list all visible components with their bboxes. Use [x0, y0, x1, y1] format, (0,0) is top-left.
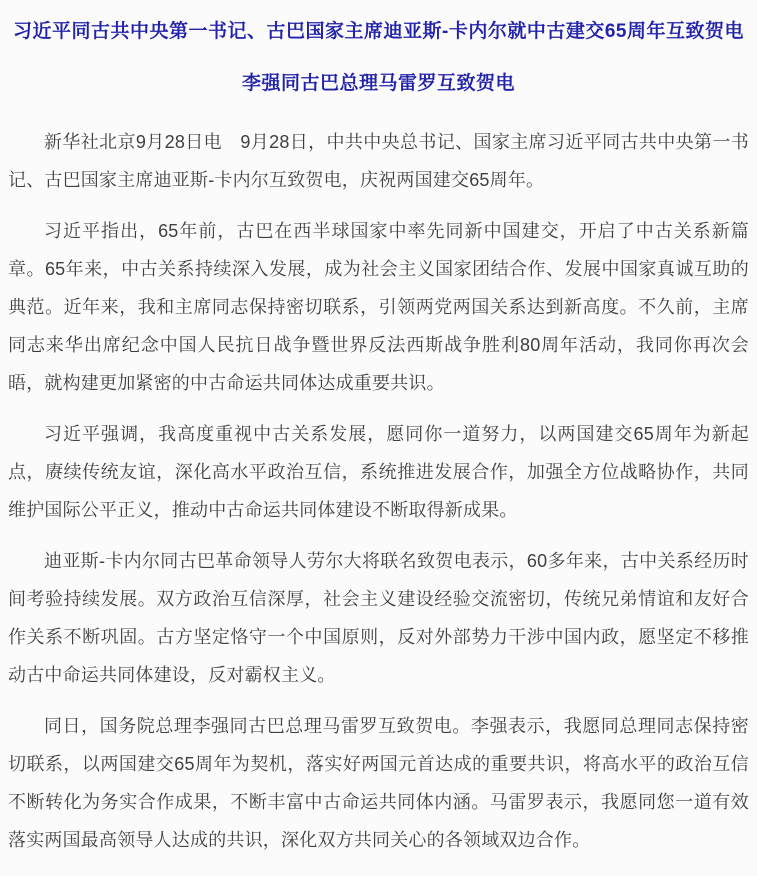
- article-subtitle: 李强同古巴总理马雷罗互致贺电: [241, 73, 515, 94]
- article-title: 习近平同古共中央第一书记、古巴国家主席迪亚斯-卡内尔就中古建交65周年互致贺电: [13, 21, 744, 42]
- article-paragraph: 习近平指出，65年前，古巴在西半球国家中率先同新中国建交，开启了中古关系新篇章。65年来，中古关系持续深入发展，成为社会主义国家团结合作、发展中国家真诚互助的典范。近年来，我和主席同志保持密切联系，引领两党两国关系达到新高度。不久前，主席同志来华出席纪念中国人民抗日战争暨世界反法西斯战争胜利80周年活动，我同你再次会晤，就构建更加紧密的中古命运共同体达成重要共识。: [8, 221, 749, 393]
- article-paragraph-dateline: 新华社北京9月28日电 9月28日，中共中央总书记、国家主席习近平同古共中央第一书记、古巴国家主席迪亚斯-卡内尔互致贺电，庆祝两国建交65周年。: [8, 132, 749, 190]
- article-body: [8, 123, 749, 859]
- article-header: [8, 6, 749, 110]
- article-paragraph: 迪亚斯-卡内尔同古巴革命领导人劳尔大将联名致贺电表示，60多年来，古中关系经历时间考验持续发展。双方政治互信深厚，社会主义建设经验交流密切，传统兄弟情谊和友好合作关系不断巩固。古方坚定恪守一个中国原则，反对外部势力干涉中国内政，愿坚定不移推动古中命运共同体建设，反对霸权主义。: [8, 551, 749, 685]
- article-paragraph: 同日，国务院总理李强同古巴总理马雷罗互致贺电。李强表示，我愿同总理同志保持密切联系，以两国建交65周年为契机，落实好两国元首达成的重要共识，将高水平的政治互信不断转化为务实合作成果，不断丰富中古命运共同体内涵。马雷罗表示，我愿同您一道有效落实两国最高领导人达成的共识，深化双方共同关心的各领域双边合作。: [8, 716, 749, 850]
- article-paragraph: 习近平强调，我高度重视中古关系发展，愿同你一道努力，以两国建交65周年为新起点，赓续传统友谊，深化高水平政治互信，系统推进发展合作，加强全方位战略协作，共同维护国际公平正义，推动中古命运共同体建设不断取得新成果。: [8, 424, 749, 520]
